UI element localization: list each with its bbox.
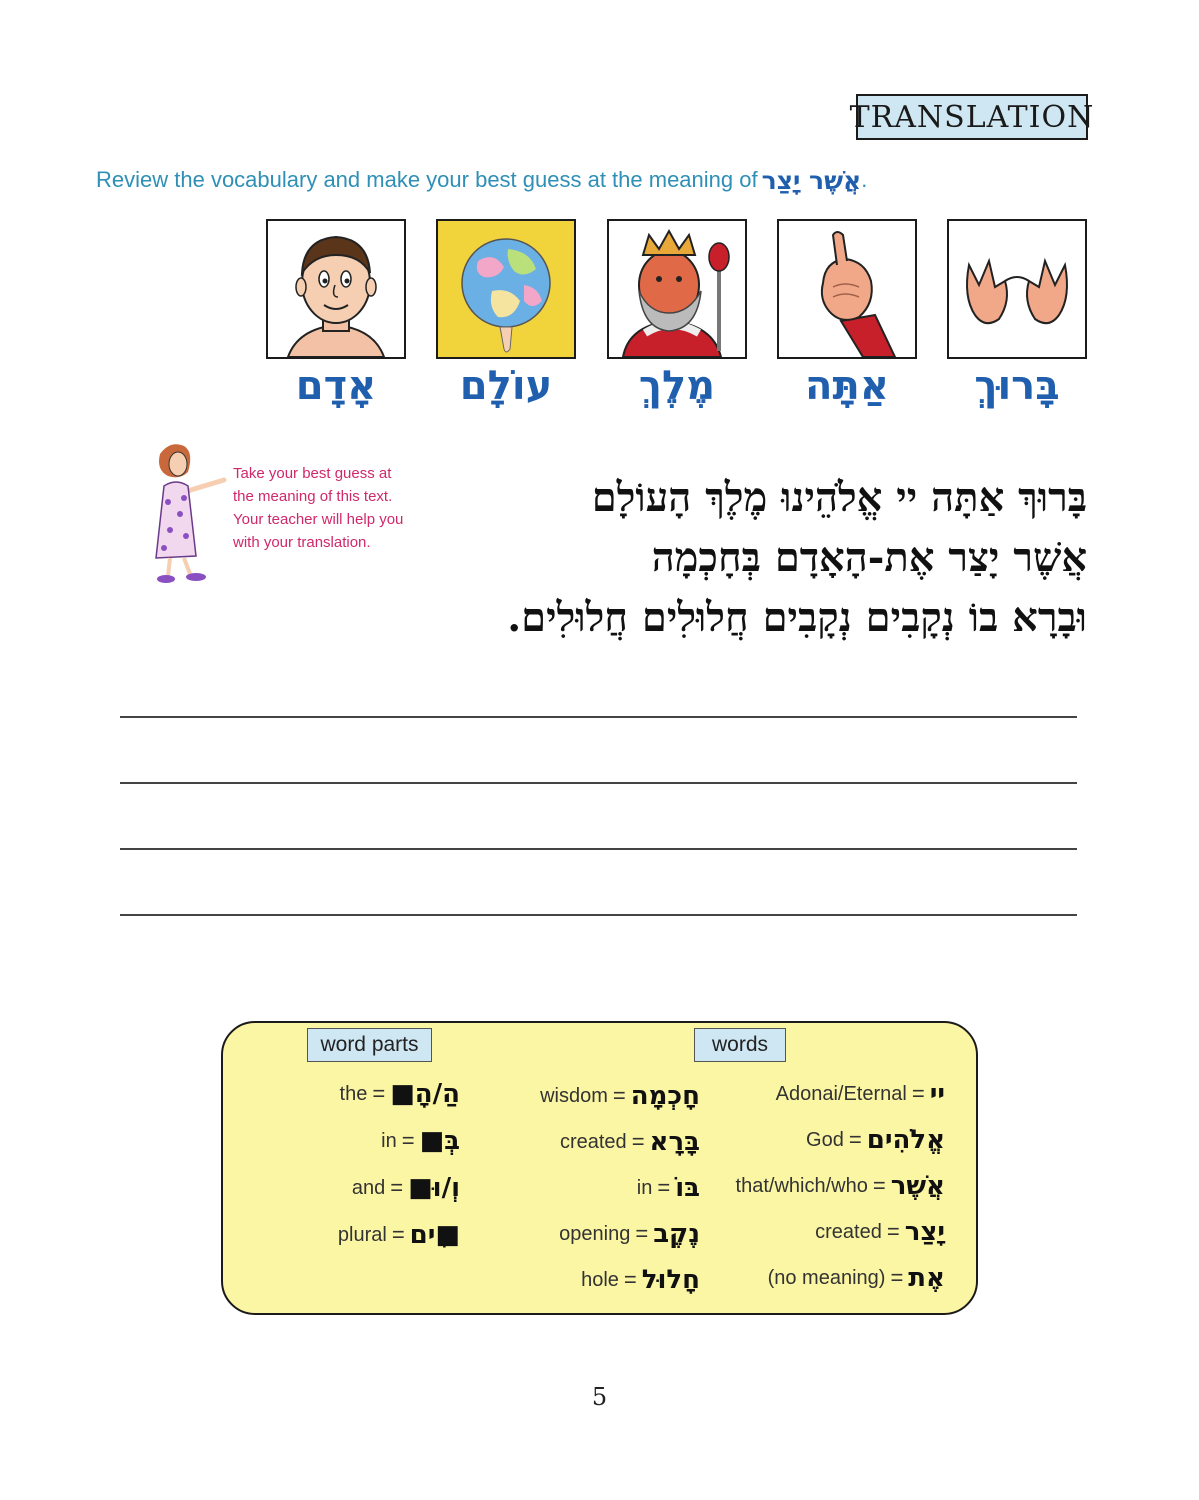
word-parts-column	[250, 1074, 460, 1255]
word-entry: God = אֱלֹהִים	[806, 1125, 945, 1155]
vocab-word-adam: אָדָם	[295, 363, 377, 409]
vocab-word-baruch: בָּרוּךְ	[974, 363, 1060, 409]
word-part-entry: the = הַ/הָ■	[339, 1079, 460, 1109]
blessing-line-1: בָּרוּךְ אַתָּה יי אֱלֹהֵינוּ מֶלֶךְ הָעוֹלָם	[591, 474, 1087, 521]
tip-text	[233, 462, 423, 554]
answer-line[interactable]	[120, 782, 1077, 784]
section-badge-translation: TRANSLATION	[856, 94, 1088, 140]
word-entry: created = בָּרָא	[559, 1127, 700, 1157]
word-part-entry: in = בְּ■	[381, 1126, 460, 1156]
blessing-line-3: וּבָרָא בוֹ נְקָבִים נְקָבִים חֲלוּלִים חֲלוּלִים.	[507, 594, 1087, 641]
word-parts-label: word parts	[307, 1028, 432, 1062]
vocab-card-king	[607, 219, 747, 359]
globe-icon	[438, 221, 574, 357]
word-entry: in = בּוֹ	[636, 1173, 700, 1203]
vocab-word-melech: מֶלֶךְ	[638, 363, 716, 409]
tip-line: Your teacher will help you	[233, 511, 404, 528]
tip-line: with your translation.	[233, 534, 371, 551]
instruction-text	[96, 162, 896, 198]
word-entry: (no meaning) = אֶת	[767, 1263, 945, 1293]
vocab-card-pointing	[777, 219, 917, 359]
answer-line[interactable]	[120, 716, 1077, 718]
word-entry: opening = נֶקֶב	[559, 1219, 700, 1249]
king-icon	[609, 221, 745, 357]
man-icon	[268, 221, 404, 357]
word-entry: hole = חָלוּל	[581, 1265, 700, 1295]
girl-illustration-icon	[150, 440, 230, 590]
answer-line[interactable]	[120, 914, 1077, 916]
answer-line[interactable]	[120, 848, 1077, 850]
tip-line: Take your best guess at	[233, 465, 392, 482]
instruction-hebrew: אֲשֶׁר יָצַר	[761, 165, 862, 195]
word-entry: created = יָצַר	[815, 1217, 945, 1247]
words-middle-column	[470, 1076, 700, 1300]
words-label: words	[694, 1028, 786, 1062]
word-part-entry: and = וְ/וּ■	[351, 1173, 460, 1203]
word-entry: wisdom = חָכְמָה	[540, 1081, 700, 1111]
instruction-english: Review the vocabulary and make your best guess at the meaning of	[96, 167, 758, 192]
word-part-entry: plural = ■ִים	[337, 1220, 460, 1250]
words-right-column	[705, 1074, 945, 1298]
blessing-line-2: אֲשֶׁר יָצַר אֶת-הָאָדָם בְּחָכְמָה	[651, 534, 1087, 581]
page-number: 5	[591, 1383, 608, 1411]
blessing-hands-icon	[949, 221, 1085, 357]
tip-line: the meaning of this text.	[233, 488, 393, 505]
vocab-word-atah: אַתָּה	[805, 363, 889, 409]
pointing-hand-icon	[779, 221, 915, 357]
vocab-word-olam: עוֹלָם	[459, 363, 553, 409]
word-entry: Adonai/Eternal = יי	[775, 1079, 945, 1109]
instruction-period: .	[861, 167, 868, 192]
vocab-card-blessing	[947, 219, 1087, 359]
vocab-card-man	[266, 219, 406, 359]
word-entry: that/which/who = אֲשֶׁר	[735, 1171, 945, 1201]
vocab-card-globe	[436, 219, 576, 359]
